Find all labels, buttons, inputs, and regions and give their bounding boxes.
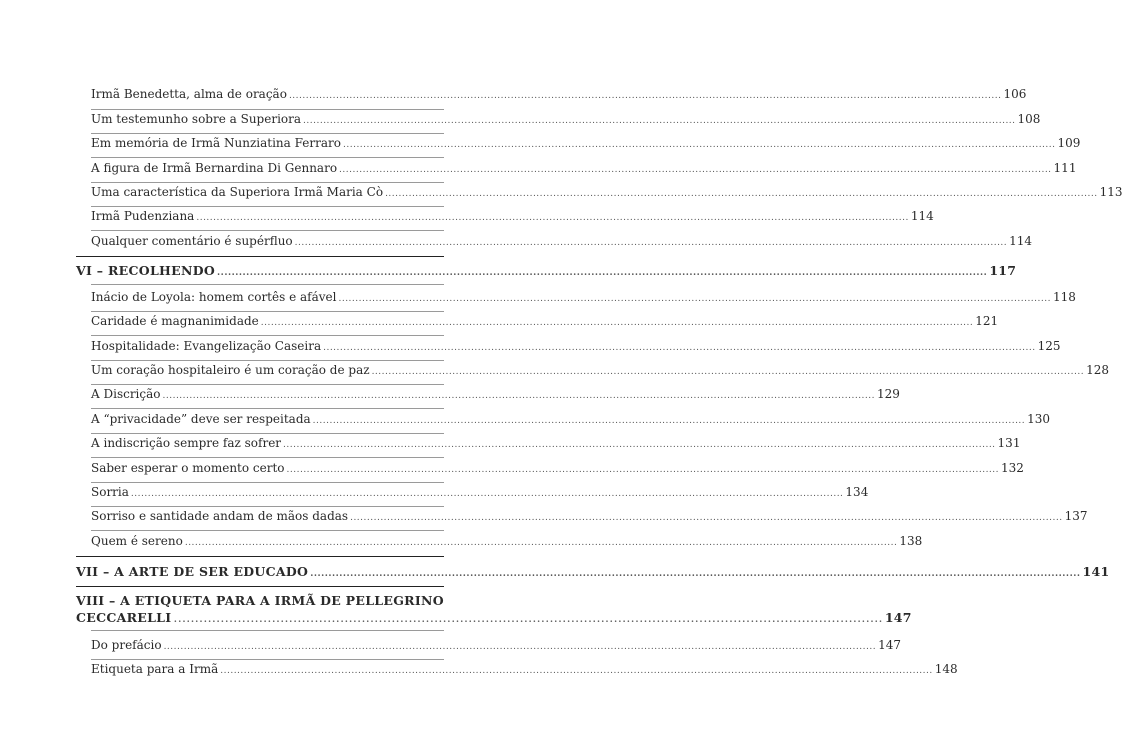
toc-chapter-page: 141 — [1082, 564, 1110, 579]
dot-leader — [217, 263, 987, 281]
toc-entry-title: Sorriso e santidade andam de mãos dadas — [91, 509, 349, 523]
dot-leader — [385, 184, 1098, 202]
dot-leader — [295, 233, 1008, 251]
row-divider — [91, 230, 444, 231]
toc-entry-title: A Discrição — [91, 387, 161, 401]
row-divider — [91, 384, 444, 385]
toc-entry-page: 111 — [1053, 161, 1077, 175]
dot-leader — [372, 362, 1085, 380]
toc-entry-title: Hospitalidade: Evangelização Caseira — [91, 339, 322, 353]
toc-entry-title: Do prefácio — [91, 638, 162, 652]
toc-entry-page: 128 — [1086, 363, 1109, 377]
row-divider — [91, 506, 444, 507]
toc-chapter[interactable] — [76, 263, 1017, 281]
toc-entry[interactable] — [91, 533, 923, 551]
toc-entry-page: 108 — [1017, 112, 1041, 126]
dot-leader — [131, 484, 844, 502]
toc-entry[interactable] — [91, 661, 958, 679]
toc-entry[interactable] — [91, 135, 1081, 153]
toc-entry-page: 109 — [1057, 136, 1081, 150]
toc-entry-page: 114 — [1009, 234, 1033, 248]
row-divider — [91, 157, 444, 158]
toc-entry-page: 106 — [1003, 87, 1027, 101]
toc-chapter-title-line1: VIII – A ETIQUETA PARA A IRMÃ DE PELLEGRINO — [76, 593, 444, 608]
toc-entry-page: 137 — [1064, 509, 1088, 523]
row-divider — [91, 109, 444, 110]
toc-entry[interactable] — [91, 386, 900, 404]
toc-entry[interactable] — [91, 313, 999, 331]
toc-entry[interactable] — [91, 411, 1051, 429]
toc-entry-page: 148 — [934, 662, 958, 676]
toc-entry-page: 129 — [877, 387, 900, 401]
toc-entry[interactable] — [91, 160, 1077, 178]
toc-entry-title: Sorria — [91, 485, 129, 499]
toc-chapter-title: CECCARELLI — [76, 610, 172, 625]
row-divider — [91, 433, 444, 434]
toc-entry-page: 130 — [1027, 412, 1051, 426]
toc-entry-title: Um coração hospitaleiro é um coração de paz — [91, 363, 370, 377]
dot-leader — [163, 386, 876, 404]
dot-leader — [350, 508, 1063, 526]
toc-entry-page: 131 — [997, 436, 1021, 450]
toc-entry-title: A figura de Irmã Bernardina Di Gennaro — [91, 161, 338, 175]
toc-entry[interactable] — [91, 362, 1109, 380]
row-divider — [91, 630, 444, 631]
toc-entry-title: Qualquer comentário é supérfluo — [91, 234, 293, 248]
toc-entry-page: 132 — [1001, 461, 1024, 475]
toc-entry[interactable] — [91, 111, 1041, 129]
row-divider — [91, 206, 444, 207]
dot-leader — [164, 637, 877, 655]
toc-entry-page: 118 — [1052, 290, 1076, 304]
dot-leader — [287, 460, 1000, 478]
toc-chapter-title: VI – RECOLHENDO — [76, 263, 216, 278]
toc-entry[interactable] — [91, 508, 1088, 526]
row-divider — [91, 133, 444, 134]
dot-leader — [283, 435, 996, 453]
toc-entry-title: A indiscrição sempre faz sofrer — [91, 436, 282, 450]
toc-chapter[interactable] — [76, 564, 1110, 582]
dot-leader — [303, 111, 1016, 129]
row-divider — [91, 311, 444, 312]
dot-leader — [323, 338, 1036, 356]
dot-leader — [220, 661, 933, 679]
toc-entry-title: Um testemunho sobre a Superiora — [91, 112, 302, 126]
toc-entry-title: Quem é sereno — [91, 534, 183, 548]
dot-leader — [289, 86, 1002, 104]
toc-entry-title: Irmã Benedetta, alma de oração — [91, 87, 287, 101]
row-divider — [91, 530, 444, 531]
toc-entry-title: Caridade é magnanimidade — [91, 314, 259, 328]
chapter-rule — [76, 556, 444, 557]
toc-chapter-title: VII – A ARTE DE SER EDUCADO — [76, 564, 309, 579]
dot-leader: ...................................................................................................................................................................... — [173, 610, 883, 625]
toc-entry-title: A “privacidade” deve ser respeitada — [91, 412, 311, 426]
toc-chapter-title-line2 — [76, 609, 912, 626]
chapter-rule — [76, 256, 444, 257]
toc-entry-title: Inácio de Loyola: homem cortês e afável — [91, 290, 337, 304]
toc-entry[interactable] — [91, 86, 1027, 104]
toc-entry-page: 147 — [878, 638, 901, 652]
toc-entry-page: 125 — [1037, 339, 1061, 353]
dot-leader — [343, 135, 1056, 153]
row-divider — [91, 360, 444, 361]
toc-entry-page: 138 — [899, 534, 923, 548]
toc-entry[interactable] — [91, 208, 934, 226]
dot-leader — [196, 208, 909, 226]
row-divider — [91, 659, 444, 660]
toc-chapter-page: 117 — [989, 263, 1017, 278]
toc-entry-page: 134 — [845, 485, 869, 499]
row-divider — [91, 457, 444, 458]
dot-leader — [185, 533, 898, 551]
toc-entry[interactable] — [91, 637, 901, 655]
dot-leader — [313, 411, 1026, 429]
toc-entry[interactable] — [91, 233, 1033, 251]
dot-leader — [338, 289, 1051, 307]
row-divider — [91, 408, 444, 409]
toc-entry-page: 121 — [975, 314, 999, 328]
toc-chapter[interactable] — [76, 592, 912, 626]
toc-entry-title: Irmã Pudenziana — [91, 209, 195, 223]
row-divider — [91, 335, 444, 336]
toc-entry[interactable] — [91, 435, 1021, 453]
toc-entry[interactable] — [91, 460, 1024, 478]
toc-entry[interactable] — [91, 184, 1122, 202]
dot-leader — [261, 313, 974, 331]
dot-leader — [310, 564, 1080, 582]
dot-leader — [339, 160, 1052, 178]
toc-entry-page: 114 — [910, 209, 934, 223]
toc-entry-page: 113 — [1099, 185, 1122, 199]
chapter-rule — [76, 586, 444, 587]
row-divider — [91, 284, 444, 285]
toc-entry-title: Uma característica da Superiora Irmã Maria Cò — [91, 185, 384, 199]
row-divider — [91, 482, 444, 483]
toc-entry[interactable] — [91, 289, 1076, 307]
toc-entry[interactable] — [91, 338, 1061, 356]
toc-entry-title: Etiqueta para a Irmã — [91, 662, 219, 676]
row-divider — [91, 182, 444, 183]
toc-chapter-page: 147 — [884, 610, 912, 625]
toc-entry-title: Saber esperar o momento certo — [91, 461, 285, 475]
toc-entry[interactable] — [91, 484, 869, 502]
toc-entry-title: Em memória de Irmã Nunziatina Ferraro — [91, 136, 341, 150]
